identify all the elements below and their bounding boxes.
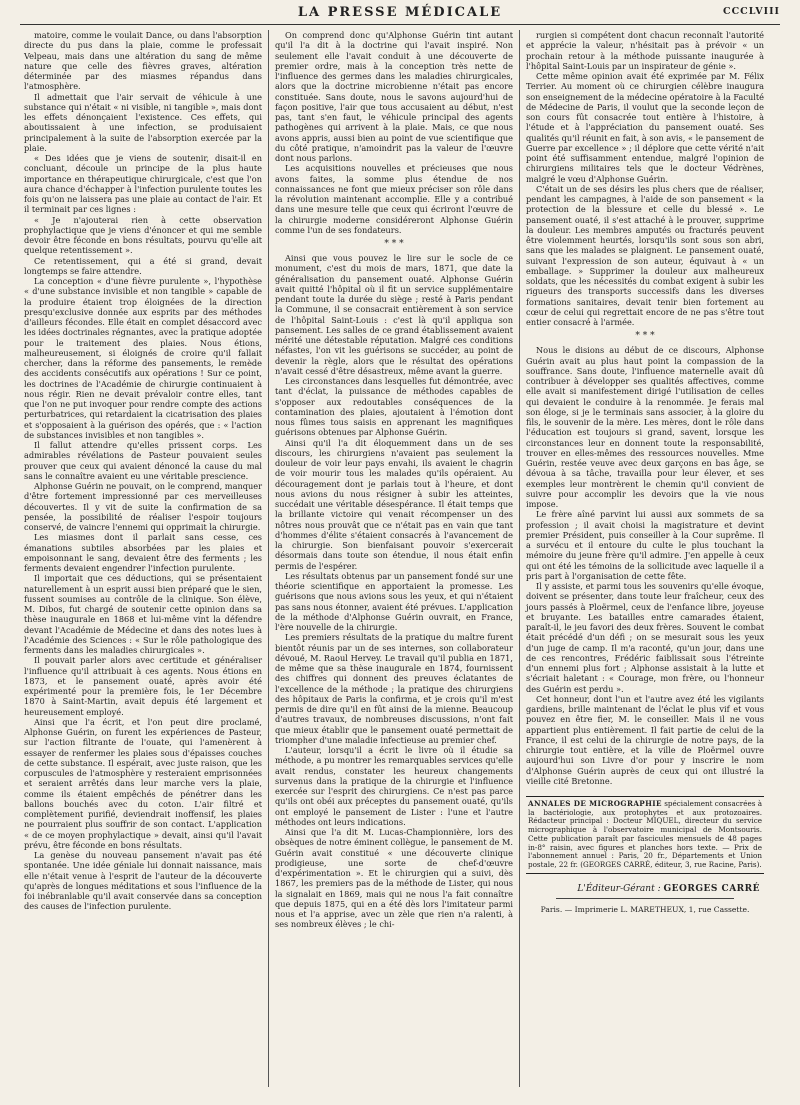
paragraph: On comprend donc qu'Alphonse Guérin tint autant qu'il l'a dit à la doctrine qui l'avait inspiré. Non seulement elle l'avait conduit à une découverte de premier ordre, mais à la conception très nette de l'influence des germes dans les maladies chirurgicales, alors que la doctrine microbienne n'était pas encore constituée. Sans doute, nous le savons aujourd'hui de façon positive, l'air que tous accusaient au début, n'est pas, tant s'en faut, le véhicule principal des agents pathogènes qui arrivent à la plaie. Mais, ce que nous avons appris, aussi bien au point de vue scientifique que du côté pratique, n'amoindrit pas la valeur de l'œuvre dont nous parlons. [275,30,513,163]
paragraph: Il pouvait parler alors avec certitude et généraliser l'influence qu'il attribuait à ces agents. Nous étions en 1873, et le pansement ouaté, après avoir été expérimenté pour la première fois, le 1er Décembre 1870 à Saint-Martin, avait depuis été largement et heureusement employé. [24,655,262,717]
journal-title: LA PRESSE MÉDICALE [297,5,503,20]
paragraph: « Des idées que je viens de soutenir, disait-il en concluant, découle un principe de la plus haute importance en thérapeutique chirurgicale, c'est que l'on aura chance d'échapper à l'infection purulente toutes les fois qu'on ne laissera pas une plaie au contact de l'air. Et il terminait par ces lignes : [24,153,262,215]
editor-name: GEORGES CARRÉ [663,883,760,894]
paragraph: C'était un de ses désirs les plus chers que de réaliser, pendant les campagnes, à l'aide de son pansement « la protection de la blessure et celle du blessé ». Le pansement ouaté, il s'est attaché à le prouver, supprime la douleur. Les membres amputés ou fracturés peuvent être violemment heurtés, lorsqu'ils sont sous son abri, sans que les malades se plaignent. Le pansement ouaté, suivant l'expression de son auteur, équivaut à « un emballage. » Supprimer la douleur aux malheureux soldats, que les nécessités du combat exigent à subir les rigueurs des transports successifs dans les diverses formations sanitaires, devait tenir bien fortement au cœur de celui qui regrettait encore de ne pas s'être tout entier consacré à l'armée. [526,183,764,327]
paragraph: Ainsi que l'a dit M. Lucas-Championnière, lors des obsèques de notre éminent collègue, le pansement de M. Guérin avait constitué « une découverte clinique prodigieuse, une sorte de chef-d'œuvre d'expérimentation ». Et le chirurgien qui a suivi, dès 1867, les premiers pas de la méthode de Lister, qui nous la signalait en 1869, mais qui ne nous l'a fait connaître que depuis 1875, qui en a été dès lors l'imitateur parmi nous et l'a apprise, avec un zèle que rien n'a ralenti, à ses nombreux élèves ; le chi- [275,827,513,930]
printer-line: Paris. — Imprimerie L. MARETHEUX, 1, rue Cassette. [540,904,750,914]
section-separator-stars: * * * [384,239,404,249]
column-2-part-1 [275,30,513,235]
paragraph: La genèse du nouveau pansement n'avait pas été spontanée. Une idée géniale lui donnait naissance, mais elle n'était venue à l'esprit de l'auteur de la découverte qu'après de longues méditations et sous l'influence de la foi inébranlable qu'il avait conservée dans sa conception des causes de l'infection purulente. [24,850,262,912]
paragraph: Cette même opinion avait été exprimée par M. Félix Terrier. Au moment où ce chirurgien célèbre inaugura son enseignement de la médecine opératoire à la Faculté de Médecine de Paris, il voulut que la seconde leçon de son cours fût consacrée tout entière à l'histoire, à l'étude et à l'appréciation du pansement ouaté. Ses qualités qu'il réunit en fait, à son avis, « le pansement de Guerre par excellence » ; il déplore que cette vérité n'ait point été suffisamment entendue, malgré l'opinion de chirurgiens militaires tels que le docteur Védrènes, malgré le vœu d'Alphonse Guérin. [526,71,764,184]
paragraph: « Je n'ajouterai rien à cette observation prophylactique que je viens d'énoncer et qui me semble devoir être féconde en bons résultats, pourvu qu'elle ait quelque retentissement ». [24,214,262,256]
editor-line [526,884,764,894]
divider [556,898,734,899]
paragraph: Il admettait que l'air servait de véhicule à une substance qui n'était « ni visible, ni tangible », mais dont les effets dénonçaient l'existence. Ces effets, qui aboutissaient à une infection, se produisaient principalement à la suite de l'absorption exercée par la plaie. [24,91,262,153]
paragraph: La conception « d'une fièvre purulente », l'hypothèse « d'une substance invisible et non tangible » capable de la produire étaient trop éloignées de la direction presqu'exclusive donnée aux esprits par des méthodes d'ailleurs fécondes. Elle était en complet désaccord avec les idées doctrinales régnantes, avec la pratique adoptée pour le traitement des plaies. Nous étions, malheureusement, si éloignés de croire qu'il fallait chercher, dans la réforme des pansements, le remède des accidents consécutifs aux opérations ! Sur ce point, les doctrines de l'Académie de chirurgie continuaient à nous régir. Rien ne devait prévaloir contre elles, tant que l'on ne put invoquer pour rendre compte des actions perturbatrices, qui retardaient la cicatrisation des plaies et s'opposaient à la guérison des opérés, que : « l'action de substances invisibles et non tangibles ». [24,276,262,440]
page-header [20,0,780,25]
paragraph: rurgien si compétent dont chacun reconnaît l'autorité et apprécie la valeur, n'hésitait pas à prévoir « un prochain retour à la méthode puissante inaugurée à l'hôpital Saint-Louis par un inspirateur de génie ». [526,30,764,71]
paragraph: Ainsi que l'a écrit, et l'on peut dire proclamé, Alphonse Guérin, on furent les expériences de Pasteur, sur l'action filtrante de l'ouate, qui l'amenèrent à essayer de renfermer les plaies sous d'épaisses couches de cette substance. Il espérait, avec juste raison, que les corpuscules de l'atmosphère y resteraient emprisonnées et seraient arrêtés dans leur marche vers la plaie, comme ils étaient empêchés de pénétrer dans les ballons bouchés avec du coton. L'air filtré et complètement purifié, deviendrait inoffensif, les plaies ne pourraient plus souffrir de son contact. L'application « de ce moyen prophylactique » devait, ainsi qu'il l'avait prévu, être féconde en bons résultats. [24,716,262,850]
paragraph: Les miasmes dont il parlait sans cesse, ces émanations subtiles absorbées par les plaies et empoisonnant le sang, devaient être des ferments ; les ferments devaient engendrer l'infection purulente. [24,532,262,573]
paragraph: Les résultats obtenus par un pansement fondé sur une théorie scientifique en apportaient la promesse. Les guérisons que nous avions sous les yeux, et qui n'étaient pas sans nous étonner, avaient été prévues. L'application de la méthode d'Alphonse Guérin ouvrait, en France, l'ère nouvelle de la chirurgie. [275,570,513,632]
text-columns [20,30,780,1087]
column-2 [271,30,517,1087]
column-rule [268,30,269,1087]
paragraph: matoire, comme le voulait Dance, ou dans l'absorption directe du pus dans la plaie, comme le professait Velpeau, mais dans une altération du sang de même nature que celle des fièvres graves, altération déterminée par des miasmes répandus dans l'atmosphère. [24,30,262,92]
paragraph: Il fallut attendre qu'elles prissent corps. Les admirables révélations de Pasteur pouvaient seules prouver que ceux qui avaient dénoncé la cause du mal sans le connaître avaient eu une véritable prescience. [24,440,262,481]
paragraph: Les premiers résultats de la pratique du maître furent bientôt réunis par un de ses internes, son collaborateur dévoué, M. Raoul Hervey. Le travail qu'il publia en 1871, de même que sa thèse inaugurale en 1874, fournissent des chiffres qui donnent des preuves éclatantes de l'excellence de la méthode ; la pratique des chirurgiens des hôpitaux de Paris la confirma, et je crois qu'il m'est permis de dire qu'il en fût ainsi de la mienne. Beaucoup d'autres travaux, de nombreuses discussions, n'ont fait que mieux établir que le pansement ouaté permettait de triompher d'une maladie infectieuse au premier chef. [275,632,513,745]
page-number: CCCLVIII [723,6,780,17]
column-3 [522,30,768,1087]
advertisement-text: spécialement consacrées à la bactériologie, aux protophytes et aux protozoaires. Rédacteur principal : Docteur MIQUEL, directeur du service micrographique à l'observatoire municipal de Montsouris. Cette publication paraît par fascicules mensuels de 48 pages in-8° raisin, avec figures et planches hors texte. — Prix de l'abonnement annuel : Paris, 20 fr., Départements et Union postale, 22 fr. (GEORGES CARRÉ, éditeur, 3, rue Racine, Paris). [528,799,762,869]
paragraph: Ainsi que vous pouvez le lire sur le socle de ce monument, c'est du mois de mars, 1871, que date la généralisation du pansement ouaté. Alphonse Guérin avait quitté l'hôpital où il fit un service supplémentaire pendant toute la durée du siège ; resté à Paris pendant la Commune, il se consacrait entièrement à son service de l'hôpital Saint-Louis : c'est là qu'il appliqua son pansement. Les salles de ce grand établissement avaient mérité une détestable réputation. Malgré ces conditions néfastes, l'on vit les guérisons se succéder, au point de devenir la règle, alors que le résultat des opérations n'avait cessé d'être désastreux, même avant la guerre. [275,253,513,376]
column-3-part-1 [526,30,764,327]
paragraph: Ainsi qu'il l'a dit éloquemment dans un de ses discours, les chirurgiens n'avaient pas seulement la douleur de voir leur pays envahi, ils avaient le chagrin de voir mourir tous les malades qu'ils opéraient. Au découragement dont je parlais tout à l'heure, et dont nous avions du nous résigner à subir les atteintes, succédait une véritable désespérance. Il était temps que la brillante victoire qui venait récompenser un des nôtres nous prouvât que ce n'était pas en vain que tant d'hommes d'élite s'étaient consacrés à l'avancement de la chirurgie. Son bienfaisant pouvoir s'exercerait désormais dans toute son étendue, il nous était enfin permis de l'espérer. [275,437,513,571]
paragraph: Nous le disions au début de ce discours, Alphonse Guérin avait au plus haut point la compassion de la souffrance. Sans doute, l'influence maternelle avait dû contribuer à développer ses qualités affectives, comme elle avait si manifestement dirigé l'utilisation de celles qui devaient le conduire à la renommée. Je ferais mal son éloge, si je le terminais sans associer, à la gloire du fils, le souvenir de la mère. Les mères, dont le rôle dans l'éducation est toujours si grand, savent, lorsque les circonstances leur en donnent toute la responsabilité, trouver en elles-mêmes des ressources nouvelles. Mme Guérin, restée veuve avec deux garçons en bas âge, se dévoua à sa tâche, travailla pour leur élever, et ses exemples leur montrèrent le chemin qu'il convient de suivre pour accomplir les devoirs que la vie nous impose. [526,345,764,509]
section-separator-stars: * * * [635,331,655,342]
column-2-part-2 [275,253,513,930]
paragraph: L'auteur, lorsqu'il a écrit le livre où il étudie sa méthode, a pu montrer les remarquables services qu'elle avait rendus, constater les heureux changements survenus dans la pratique de la chirurgie et l'influence exercée sur l'esprit des chirurgiens. Ce n'est pas parce qu'ils ont obéi aux préceptes du pansement ouaté, qu'ils ont employé le pansement de Lister : l'une et l'autre méthodes ont leurs indications. [275,745,513,827]
paragraph: Il y assiste, et parmi tous les souvenirs qu'elle évoque, doivent se présenter, dans toute leur fraîcheur, ceux des jours passés à Ploërmel, ceux de l'enfance libre, joyeuse et bruyante. Les batailles entre camarades étaient, paraît-il, le jeu favori des deux frères. Souvent le combat était précédé d'un défi ; on se mesurait sous les yeux d'un juge de camp. Il m'a raconté, qu'un jour, dans une de ces rencontres, Frédéric faiblissait sous l'étreinte d'un ennemi plus fort ; Alphonse assistait à la lutte et s'écriait haletant : « Courage, mon frère, ou l'honneur des Guérin est perdu ». [526,581,764,694]
paragraph: Le frère aîné parvint lui aussi aux sommets de sa profession ; il avait choisi la magistrature et devint premier Président, puis conseiller à la Cour suprême. Il a survécu et il entoure du culte le plus touchant la mémoire du jeune frère qu'il admire. J'en appelle à ceux qui ont été les témoins de la sollicitude avec laquelle il a pris part à l'organisation de cette fête. [526,509,764,581]
column-1 [20,30,266,1087]
paragraph: Alphonse Guérin ne pouvait, on le comprend, manquer d'être fortement impressionné par ces merveilleuses découvertes. Il y vit de suite la confirmation de sa pensée, la possibilité de réaliser l'espoir toujours conservé, de vaincre l'ennemi qui opprimait la chirurgie. [24,481,262,532]
column-rule [519,30,520,1087]
paragraph: Ce retentissement, qui a été si grand, devait longtemps se faire attendre. [24,255,262,276]
paragraph: Les acquisitions nouvelles et précieuses que nous avons faites, la somme plus étendue de nos connaissances ne font que mieux préciser son rôle dans la révolution maintenant accomplie. Elle y a contribué dans une mesure telle que ceux qui écriront l'œuvre de la chirurgie moderne considéreront Alphonse Guérin comme l'un de ses fondateurs. [275,163,513,235]
paragraph: Cet honneur, dont l'un et l'autre avez été les vigilants gardiens, brille maintenant de l'éclat le plus vif et vous pouvez en être fier, M. le conseiller. Mais il ne vous appartient plus entièrement. Il fait partie de celui de la France, il est celui de la chirurgie de notre pays, de la chirurgie tout entière, et la ville de Ploërmel ouvre aujourd'hui son Livre d'or pour y inscrire le nom d'Alphonse Guérin auprès de ceux qui ont illustré la vieille cité Bretonne. [526,693,764,786]
advertisement-heading: ANNALES DE MICROGRAPHIE [528,799,662,808]
editor-label: L'Éditeur-Gérant : [577,883,661,894]
advertisement-box [526,796,764,874]
paragraph: Les circonstances dans lesquelles fut démontrée, avec tant d'éclat, la puissance de méthodes capables de s'opposer aux redoutables conséquences de la contamination des plaies, ajoutaient à l'émotion dont nous fûmes tous saisis en apprenant les magnifiques guérisons obtenues par Alphonse Guérin. [275,376,513,438]
paragraph: Il importait que ces déductions, qui se présentaient naturellement à un esprit aussi bien préparé que le sien, fussent soumises au contrôle de la clinique. Son élève, M. Dibos, fut chargé de soutenir cette opinion dans sa thèse inaugurale en 1868 et lui-même vint la défendre devant l'Académie de Médecine et dans des notes lues à l'Académie des Sciences : « Sur le rôle pathologique des ferments dans les maladies chirurgicales ». [24,573,262,655]
column-3-part-2 [526,345,764,786]
